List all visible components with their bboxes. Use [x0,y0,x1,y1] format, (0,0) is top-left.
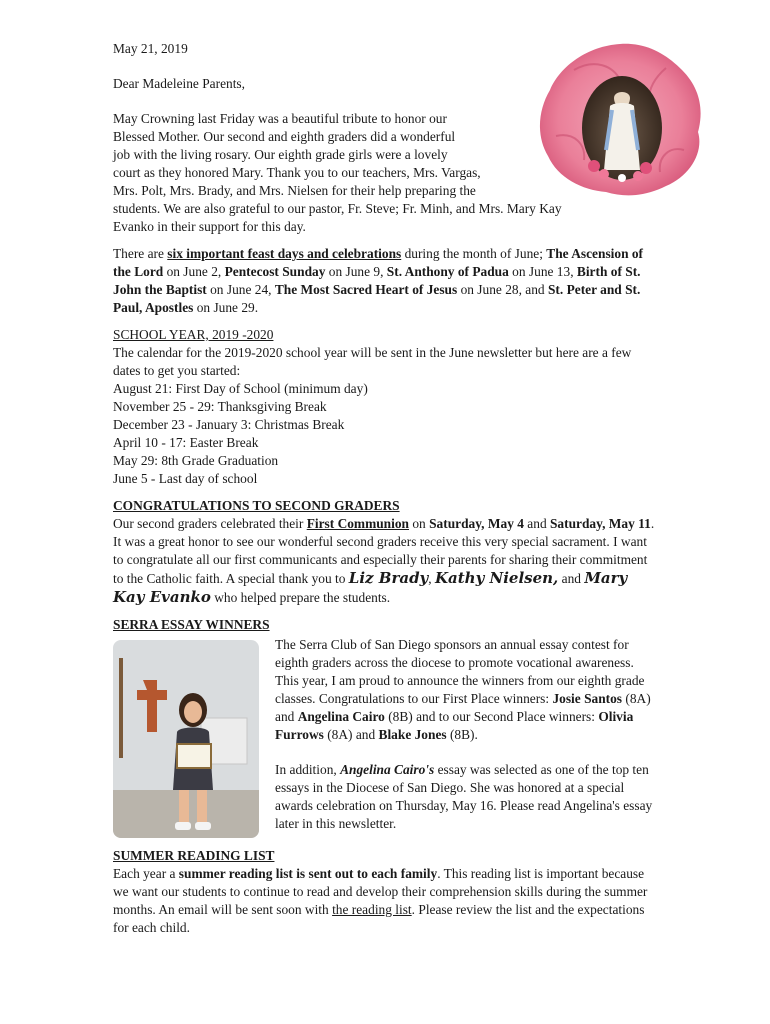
feast-name: The Ascension of the Lord [113,246,644,279]
communion-heading: CONGRATULATIONS TO SECOND GRADERS [113,498,400,513]
school-date-item: June 5 - Last day of school [113,471,258,486]
text: essay was selected as one of the top ten essays in the Diocese of San Diego. She was honored at a special awards celebration on Thursday, May 16. Please read Angelina's essay later in this newsletter. [275,762,653,831]
intro-line: students. We are also grateful to our pastor, Fr. Steve; Fr. Minh, and Mrs. Mary Kay [113,201,562,216]
school-dates-list [113,380,658,488]
text: who helped prepare the students. [210,590,391,605]
text: . Please review the list and the expectations for each child. [113,902,645,935]
feast-name: The Most Sacred Heart of Jesus [274,282,458,297]
text: Our second graders celebrated their [113,516,307,531]
feast-name: St. Anthony of Padua [386,264,509,279]
text: on [409,516,430,531]
serra-paragraph [275,636,658,744]
serra-text [275,636,658,833]
text: on June 29. [193,300,259,315]
winner-name: Blake Jones [378,727,447,742]
feasts-paragraph [113,245,658,317]
school-year-heading: SCHOOL YEAR, 2019 -2020 [113,327,274,342]
text: on June 2, [163,264,225,279]
text: on June 13, [508,264,577,279]
intro-line: Mrs. Polt, Mrs. Brady, and Mrs. Nielsen for their help preparing the [113,183,476,198]
text: There are [113,246,168,261]
helper-name: Liz Brady [348,569,429,587]
summer-heading: SUMMER READING LIST [113,848,275,863]
intro-line: Blessed Mother. Our second and eighth graders did a wonderful [113,129,456,144]
winner-name: Josie Santos [552,691,623,706]
first-communion: First Communion [306,516,409,531]
reading-list-link[interactable]: the reading list [332,902,412,917]
school-date-item: November 25 - 29: Thanksgiving Break [113,399,327,414]
text: . This reading list is important because we want our students to continue to read and develop their comprehension skills during the summer months. An email will be sent soon with [113,866,648,917]
intro-paragraph [113,110,658,236]
school-date-item: August 21: First Day of School (minimum day) [113,381,368,396]
text: during the month of June; [401,246,547,261]
helper-name: Mary Kay Evanko [113,569,628,606]
school-year-intro: The calendar for the 2019-2020 school year will be sent in the June newsletter but here are a few dates to get you started: [113,345,632,378]
honoree-name: Angelina Cairo's [340,762,435,777]
intro-line: court as they honored Mary. Thank you to our teachers, Mrs. Vargas, [113,165,481,180]
winner-name: Olivia Furrows [275,709,634,742]
serra-section [113,636,658,833]
communion-date: Saturday, May 11 [549,516,651,531]
letter-date: May 21, 2019 [113,41,188,56]
feast-count: six important feast days and celebrations [167,246,402,261]
school-date-item: December 23 - January 3: Christmas Break [113,417,345,432]
winner-name: Angelina Cairo [297,709,385,724]
text: (8A) and [323,727,379,742]
text: The Serra Club of San Diego sponsors an annual essay contest for eighth graders across the diocese to promote vocational awareness. This year, I am proud to announce the winners from our eighth grade classes. Congratulations to our First Place winners: [275,637,645,706]
summer-paragraph [113,865,658,937]
text: , [428,571,435,586]
text: on June 28, and [457,282,548,297]
text: and [558,571,585,586]
serra-paragraph [275,761,658,833]
text: on June 9, [325,264,387,279]
serra-heading: SERRA ESSAY WINNERS [113,617,270,632]
intro-line: May Crowning last Friday was a beautiful tribute to honor our [113,111,447,126]
feast-name: Birth of St. John the Baptist [113,264,641,297]
reading-list-note: summer reading list is sent out to each family [178,866,438,881]
intro-line: job with the living rosary. Our eighth grade girls were a lovely [113,147,448,162]
text: In addition, [275,762,341,777]
school-date-item: May 29: 8th Grade Graduation [113,453,279,468]
greeting: Dear Madeleine Parents, [113,76,245,91]
school-year-section [113,344,658,488]
text: Each year a [113,866,179,881]
feast-name: Pentecost Sunday [224,264,326,279]
text: (8B). [446,727,478,742]
letter [113,40,658,937]
text: and [523,516,550,531]
student-award-photo [113,640,259,838]
feast-name: St. Peter and St. Paul, Apostles [113,282,641,315]
intro-line: Evanko in their support for this day. [113,219,306,234]
helper-name: Kathy Nielsen, [434,569,559,587]
text: . It was a great honor to see our wonderful second graders receive this very special sacrament. I want to congratulate all our first communicants and especially their parents for sharing their commitment to the Catholic faith. A special thank you to [113,516,655,586]
text: on June 24, [206,282,275,297]
text: (8A) and [275,691,651,724]
communion-paragraph [113,515,658,607]
school-date-item: April 10 - 17: Easter Break [113,435,259,450]
text: (8B) and to our Second Place winners: [384,709,599,724]
communion-date: Saturday, May 4 [429,516,524,531]
